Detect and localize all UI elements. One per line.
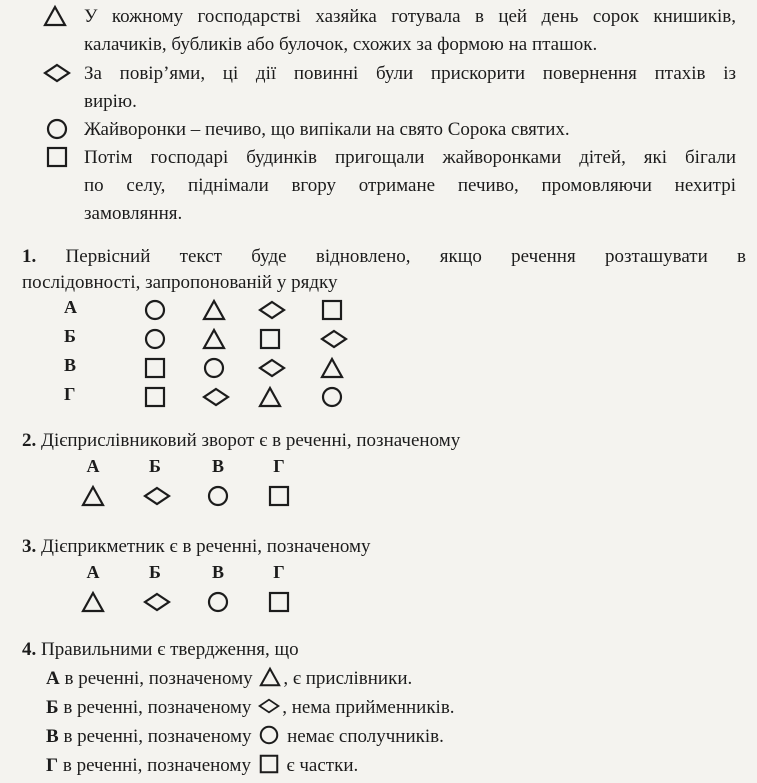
statement-label: Г — [46, 755, 59, 776]
triangle-icon — [202, 298, 226, 322]
square-icon — [143, 356, 167, 380]
question-2-number: 2. — [22, 430, 37, 451]
triangle-icon — [259, 666, 281, 688]
circle-icon — [206, 590, 230, 614]
sentence-2-line-2: вирію. — [84, 91, 137, 112]
sentence-4-line-1: Потім господарі будинків пригощали жайворонками дітей, які бігали — [84, 147, 736, 168]
circle-icon — [320, 385, 344, 409]
question-1-text-1: Первісний текст буде відновлено, якщо речення розташувати в — [65, 246, 747, 267]
square-icon — [267, 590, 291, 614]
statement-prefix: в реченні, позначеному — [58, 755, 256, 776]
diamond-icon — [258, 298, 286, 322]
question-4-text: Правильними є твердження, що — [41, 639, 299, 660]
question-2-line — [22, 428, 460, 454]
question-4-statement — [46, 724, 444, 750]
answer-column-label: А — [86, 562, 100, 582]
answer-column-label: В — [211, 456, 224, 476]
square-icon — [45, 145, 69, 169]
question-1-option-label: Г — [64, 384, 76, 404]
question-1-option-label: В — [64, 355, 77, 375]
statement-label: В — [46, 726, 59, 747]
question-1-number: 1. — [22, 246, 37, 267]
statement-label: А — [46, 668, 60, 689]
sentence-1-line-1: У кожному господарстві хазяйка готувала в цей день сорок книшиків, — [84, 6, 736, 27]
question-4-line — [22, 637, 299, 663]
circle-icon — [45, 117, 69, 141]
diamond-icon — [320, 327, 348, 351]
question-3-number: 3. — [22, 536, 37, 557]
circle-icon — [202, 356, 226, 380]
statement-suffix: немає сполучників. — [282, 726, 444, 747]
square-icon — [267, 484, 291, 508]
question-1-option-label: Б — [64, 326, 76, 346]
diamond-icon — [258, 695, 280, 717]
statement-suffix: є частки. — [281, 755, 359, 776]
statement-label: Б — [46, 697, 59, 718]
triangle-icon — [202, 327, 226, 351]
question-4-statement — [46, 695, 455, 721]
sentence-2-line-1: За повір’ями, ці дії повинні були прискорити повернення птахів із — [84, 63, 736, 84]
statement-suffix: , нема прийменників. — [282, 697, 455, 718]
sentence-4-line-2: по селу, піднімали вгору отримане печиво, промовляючи нехитрі — [84, 175, 736, 196]
square-icon — [320, 298, 344, 322]
answer-column-label: Г — [273, 562, 285, 582]
circle-icon — [206, 484, 230, 508]
square-icon — [143, 385, 167, 409]
triangle-icon — [81, 590, 105, 614]
statement-prefix: в реченні, позначеному — [58, 697, 257, 718]
answer-column-label: Б — [149, 562, 161, 582]
square-icon — [258, 753, 280, 775]
question-3-line — [22, 534, 371, 560]
answer-column-label: А — [86, 456, 100, 476]
statement-suffix: , є прислівники. — [283, 668, 413, 689]
question-2-text: Дієприслівниковий зворот є в реченні, позначеному — [41, 430, 461, 451]
circle-icon — [143, 298, 167, 322]
triangle-icon — [320, 356, 344, 380]
question-4-statement — [46, 666, 412, 692]
triangle-icon — [81, 484, 105, 508]
triangle-icon — [258, 385, 282, 409]
statement-prefix: в реченні, позначеному — [59, 668, 258, 689]
sentence-1-line-2: калачиків, бубликів або булочок, схожих за формою на пташок. — [84, 34, 598, 55]
diamond-icon — [258, 356, 286, 380]
question-1-line-1 — [22, 244, 746, 270]
diamond-icon — [143, 590, 171, 614]
sentence-3-line-1: Жайворонки – печиво, що випікали на свято Сорока святих. — [84, 119, 570, 140]
diamond-icon — [43, 61, 71, 85]
question-4-number: 4. — [22, 639, 37, 660]
triangle-icon — [43, 4, 67, 28]
sentence-4-line-3: замовляння. — [84, 203, 183, 224]
diamond-icon — [202, 385, 230, 409]
diamond-icon — [143, 484, 171, 508]
answer-column-label: Г — [273, 456, 285, 476]
statement-prefix: в реченні, позначеному — [58, 726, 257, 747]
answer-column-label: В — [211, 562, 224, 582]
circle-icon — [143, 327, 167, 351]
circle-icon — [258, 724, 280, 746]
question-4-statement — [46, 753, 358, 779]
question-3-text: Дієприкметник є в реченні, позначеному — [41, 536, 371, 557]
question-1-option-label: А — [64, 297, 77, 317]
square-icon — [258, 327, 282, 351]
answer-column-label: Б — [149, 456, 161, 476]
question-1-line-2: послідовності, запропонованій у рядку — [22, 272, 338, 293]
